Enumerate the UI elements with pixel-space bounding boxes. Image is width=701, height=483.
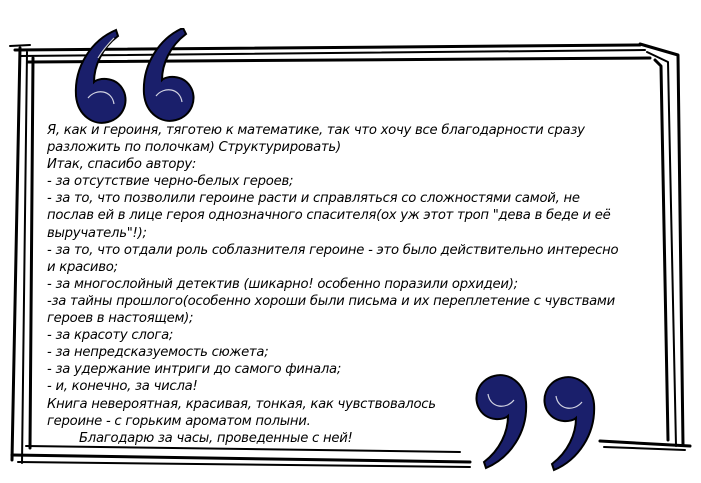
review-closing-line: Благодарю за часы, проведенные с ней! (79, 430, 353, 446)
review-line: -за тайны прошлого(особенно хороши были письма и их переплетение с чувствами (47, 293, 615, 309)
review-line: героине - с горьким ароматом полыни. (47, 413, 311, 429)
review-line: Я, как и героиня, тяготею к математике, так что хочу все благодарности сразу (47, 123, 585, 138)
review-line: и красиво; (47, 259, 118, 275)
review-line: - за то, что отдали роль соблазнителя героине - это было действительно интересно (47, 242, 619, 258)
review-line: - за непредсказуемость сюжета; (47, 345, 269, 361)
review-line: - за удержание интриги до самого финала; (47, 362, 342, 378)
review-line: героев в настоящем); (47, 311, 194, 327)
review-line: - за многослойный детектив (шикарно! особенно поразили орхидеи); (47, 276, 518, 292)
review-line: - за то, что позволили героине расти и справляться со сложностями самой, не (47, 191, 580, 207)
review-line: - за отсутствие черно-белых героев; (47, 174, 294, 190)
review-text (47, 122, 657, 447)
review-line: - и, конечно, за числа! (47, 379, 198, 395)
open-quote-icon (68, 28, 218, 128)
review-line: - за красоту слога; (47, 328, 174, 344)
review-line: Книга невероятная, красивая, тонкая, как чувствовалось (47, 396, 436, 412)
review-line: послав ей в лице героя однозначного спасителя(ох уж этот троп "дева в беде и её (47, 208, 611, 224)
review-line: выручатель"!); (47, 225, 147, 241)
review-line: разложить по полочкам) Структурировать) (47, 140, 341, 156)
review-line: Итак, спасибо автору: (47, 157, 197, 173)
